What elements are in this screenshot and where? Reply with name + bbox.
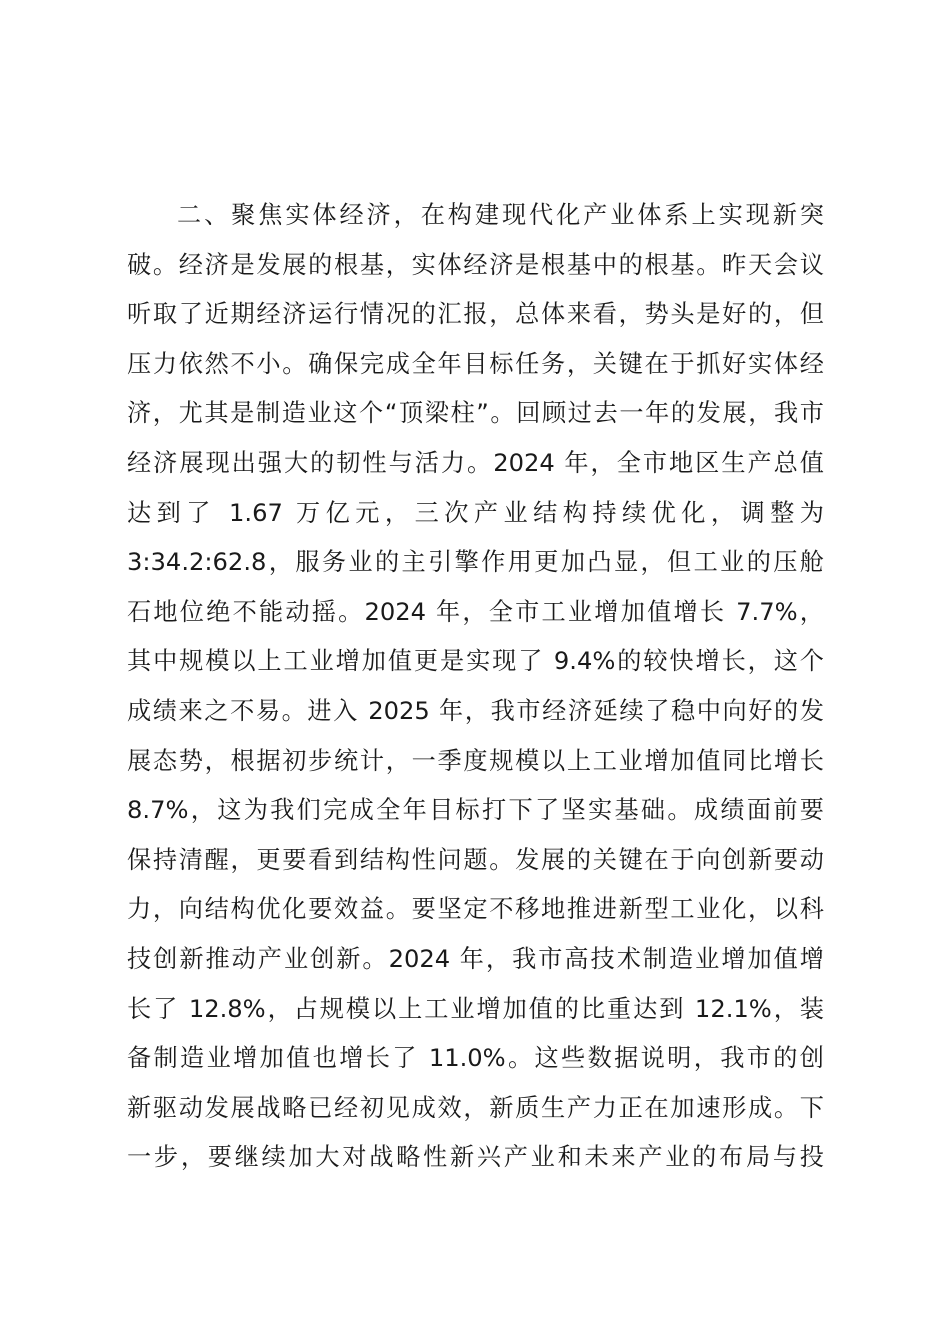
paragraph-line-20: 一步，要继续加大对战略性新兴产业和未来产业的布局与投 xyxy=(127,1143,824,1172)
paragraph-line-15: 力，向结构优化要效益。要坚定不移地推进新型工业化，以科 xyxy=(127,895,824,924)
body-paragraph xyxy=(127,191,824,1183)
paragraph-line-12: 展态势，根据初步统计，一季度规模以上工业增加值同比增长 xyxy=(127,746,824,775)
paragraph-line-18: 备制造业增加值也增长了 11.0%。这些数据说明，我市的创 xyxy=(127,1044,824,1073)
paragraph-line-16: 技创新推动产业创新。2024 年，我市高技术制造业增加值增 xyxy=(127,944,824,973)
paragraph-line-19: 新驱动发展战略已经初见成效，新质生产力正在加速形成。下 xyxy=(127,1093,824,1122)
paragraph-line-10: 其中规模以上工业增加值更是实现了 9.4%的较快增长，这个 xyxy=(127,647,824,676)
paragraph-line-4: 压力依然不小。确保完成全年目标任务，关键在于抓好实体经 xyxy=(127,349,824,378)
paragraph-line-13: 8.7%，这为我们完成全年目标打下了坚实基础。成绩面前要 xyxy=(127,796,824,825)
paragraph-line-1: 二、聚焦实体经济，在构建现代化产业体系上实现新突 xyxy=(177,201,824,229)
paragraph-line-11: 成绩来之不易。进入 2025 年，我市经济延续了稳中向好的发 xyxy=(127,696,824,725)
paragraph-line-2: 破。经济是发展的根基，实体经济是根基中的根基。昨天会议 xyxy=(127,250,824,279)
paragraph-line-17: 长了 12.8%，占规模以上工业增加值的比重达到 12.1%，装 xyxy=(127,994,824,1023)
paragraph-line-9: 石地位绝不能动摇。2024 年，全市工业增加值增长 7.7%， xyxy=(127,597,824,626)
paragraph-line-8: 3:34.2:62.8，服务业的主引擎作用更加凸显，但工业的压舱 xyxy=(127,548,824,577)
paragraph-line-14: 保持清醒，更要看到结构性问题。发展的关键在于向创新要动 xyxy=(127,845,824,874)
paragraph-line-7: 达到了 1.67 万亿元，三次产业结构持续优化，调整为 xyxy=(127,498,824,527)
paragraph-line-3: 听取了近期经济运行情况的汇报，总体来看，势头是好的，但 xyxy=(127,300,824,329)
paragraph-line-6: 经济展现出强大的韧性与活力。2024 年，全市地区生产总值 xyxy=(127,448,824,477)
paragraph-line-5: 济，尤其是制造业这个“顶梁柱”。回顾过去一年的发展，我市 xyxy=(127,399,824,428)
